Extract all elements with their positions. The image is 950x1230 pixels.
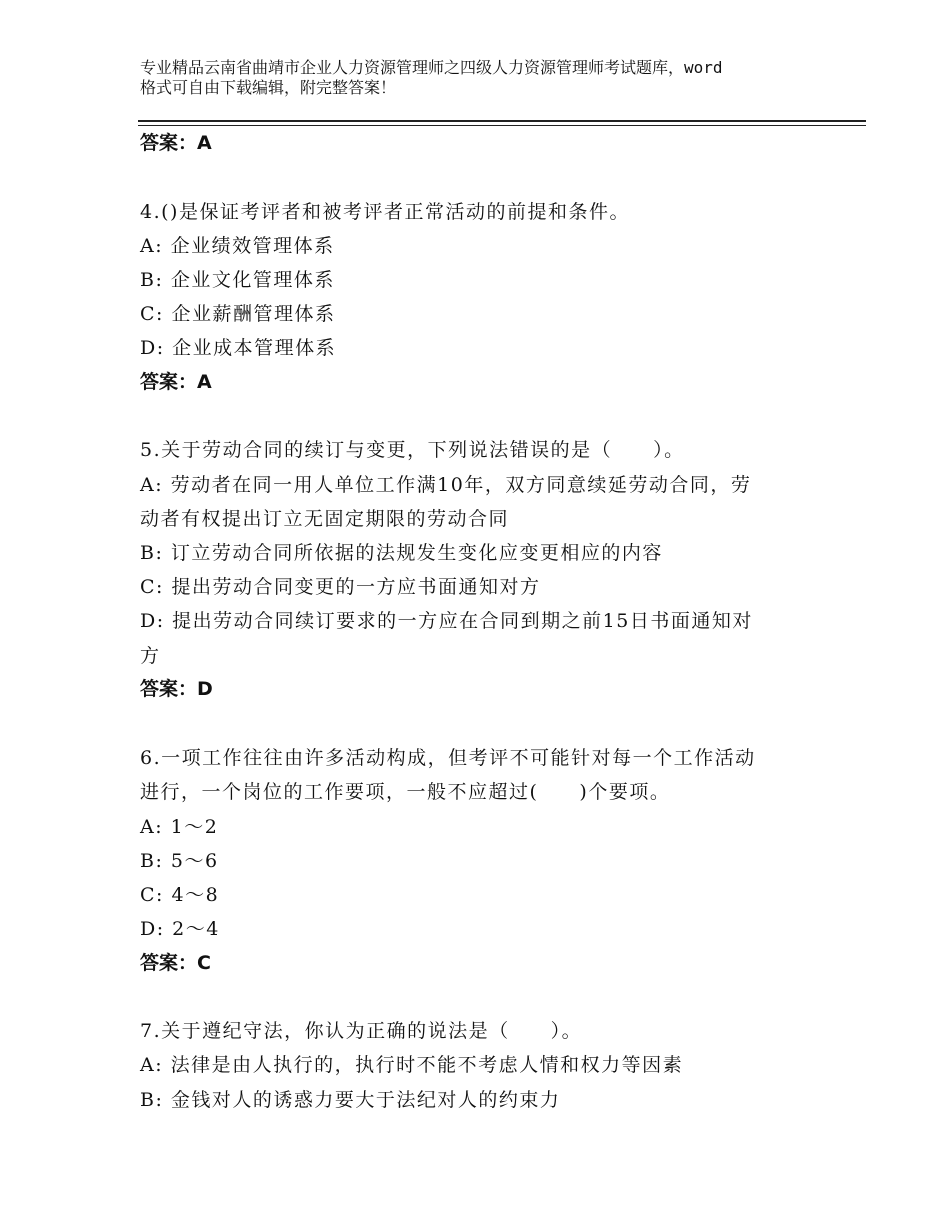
- answer-line: 答案：C: [140, 952, 211, 974]
- option-a-continued: 动者有权提出订立无固定期限的劳动合同: [140, 508, 510, 530]
- answer-line: 答案：D: [140, 678, 213, 700]
- question-stem: 4.()是保证考评者和被考评者正常活动的前提和条件。: [140, 201, 630, 223]
- header-rule-thick: [138, 120, 866, 122]
- question-stem: 5.关于劳动合同的续订与变更，下列说法错误的是（ ）。: [140, 439, 685, 461]
- option-a: A: 法律是由人执行的，执行时不能不考虑人情和权力等因素: [140, 1054, 684, 1076]
- option-d: D: 提出劳动合同续订要求的一方应在合同到期之前15日书面通知对: [140, 610, 753, 632]
- document-header: [140, 58, 840, 98]
- answer-line: 答案：A: [140, 371, 212, 393]
- option-b: B: 5～6: [140, 850, 219, 872]
- option-c: C: 企业薪酬管理体系: [140, 303, 336, 325]
- option-d: D: 企业成本管理体系: [140, 337, 337, 359]
- question-stem-continued: 进行，一个岗位的工作要项，一般不应超过( )个要项。: [140, 781, 671, 803]
- question-stem: 7.关于遵纪守法，你认为正确的说法是（ ）。: [140, 1020, 583, 1042]
- option-a: A: 1～2: [140, 816, 219, 838]
- option-b: B: 金钱对人的诱惑力要大于法纪对人的约束力: [140, 1089, 561, 1111]
- option-a: A: 劳动者在同一用人单位工作满10年，双方同意续延劳动合同，劳: [140, 474, 752, 496]
- option-c: C: 4～8: [140, 884, 220, 906]
- option-c: C: 提出劳动合同变更的一方应书面通知对方: [140, 576, 541, 598]
- header-line-1: 专业精品云南省曲靖市企业人力资源管理师之四级人力资源管理师考试题库，word: [140, 58, 723, 77]
- option-a: A: 企业绩效管理体系: [140, 235, 335, 257]
- option-d-continued: 方: [140, 645, 161, 667]
- header-rule-thin: [138, 125, 866, 126]
- question-stem: 6.一项工作往往由许多活动构成，但考评不可能针对每一个工作活动: [140, 747, 756, 769]
- answer-line: 答案：A: [140, 132, 212, 154]
- option-d: D: 2～4: [140, 918, 220, 940]
- header-line-2: 格式可自由下载编辑，附完整答案！: [140, 78, 397, 97]
- option-b: B: 企业文化管理体系: [140, 269, 335, 291]
- option-b: B: 订立劳动合同所依据的法规发生变化应变更相应的内容: [140, 542, 663, 564]
